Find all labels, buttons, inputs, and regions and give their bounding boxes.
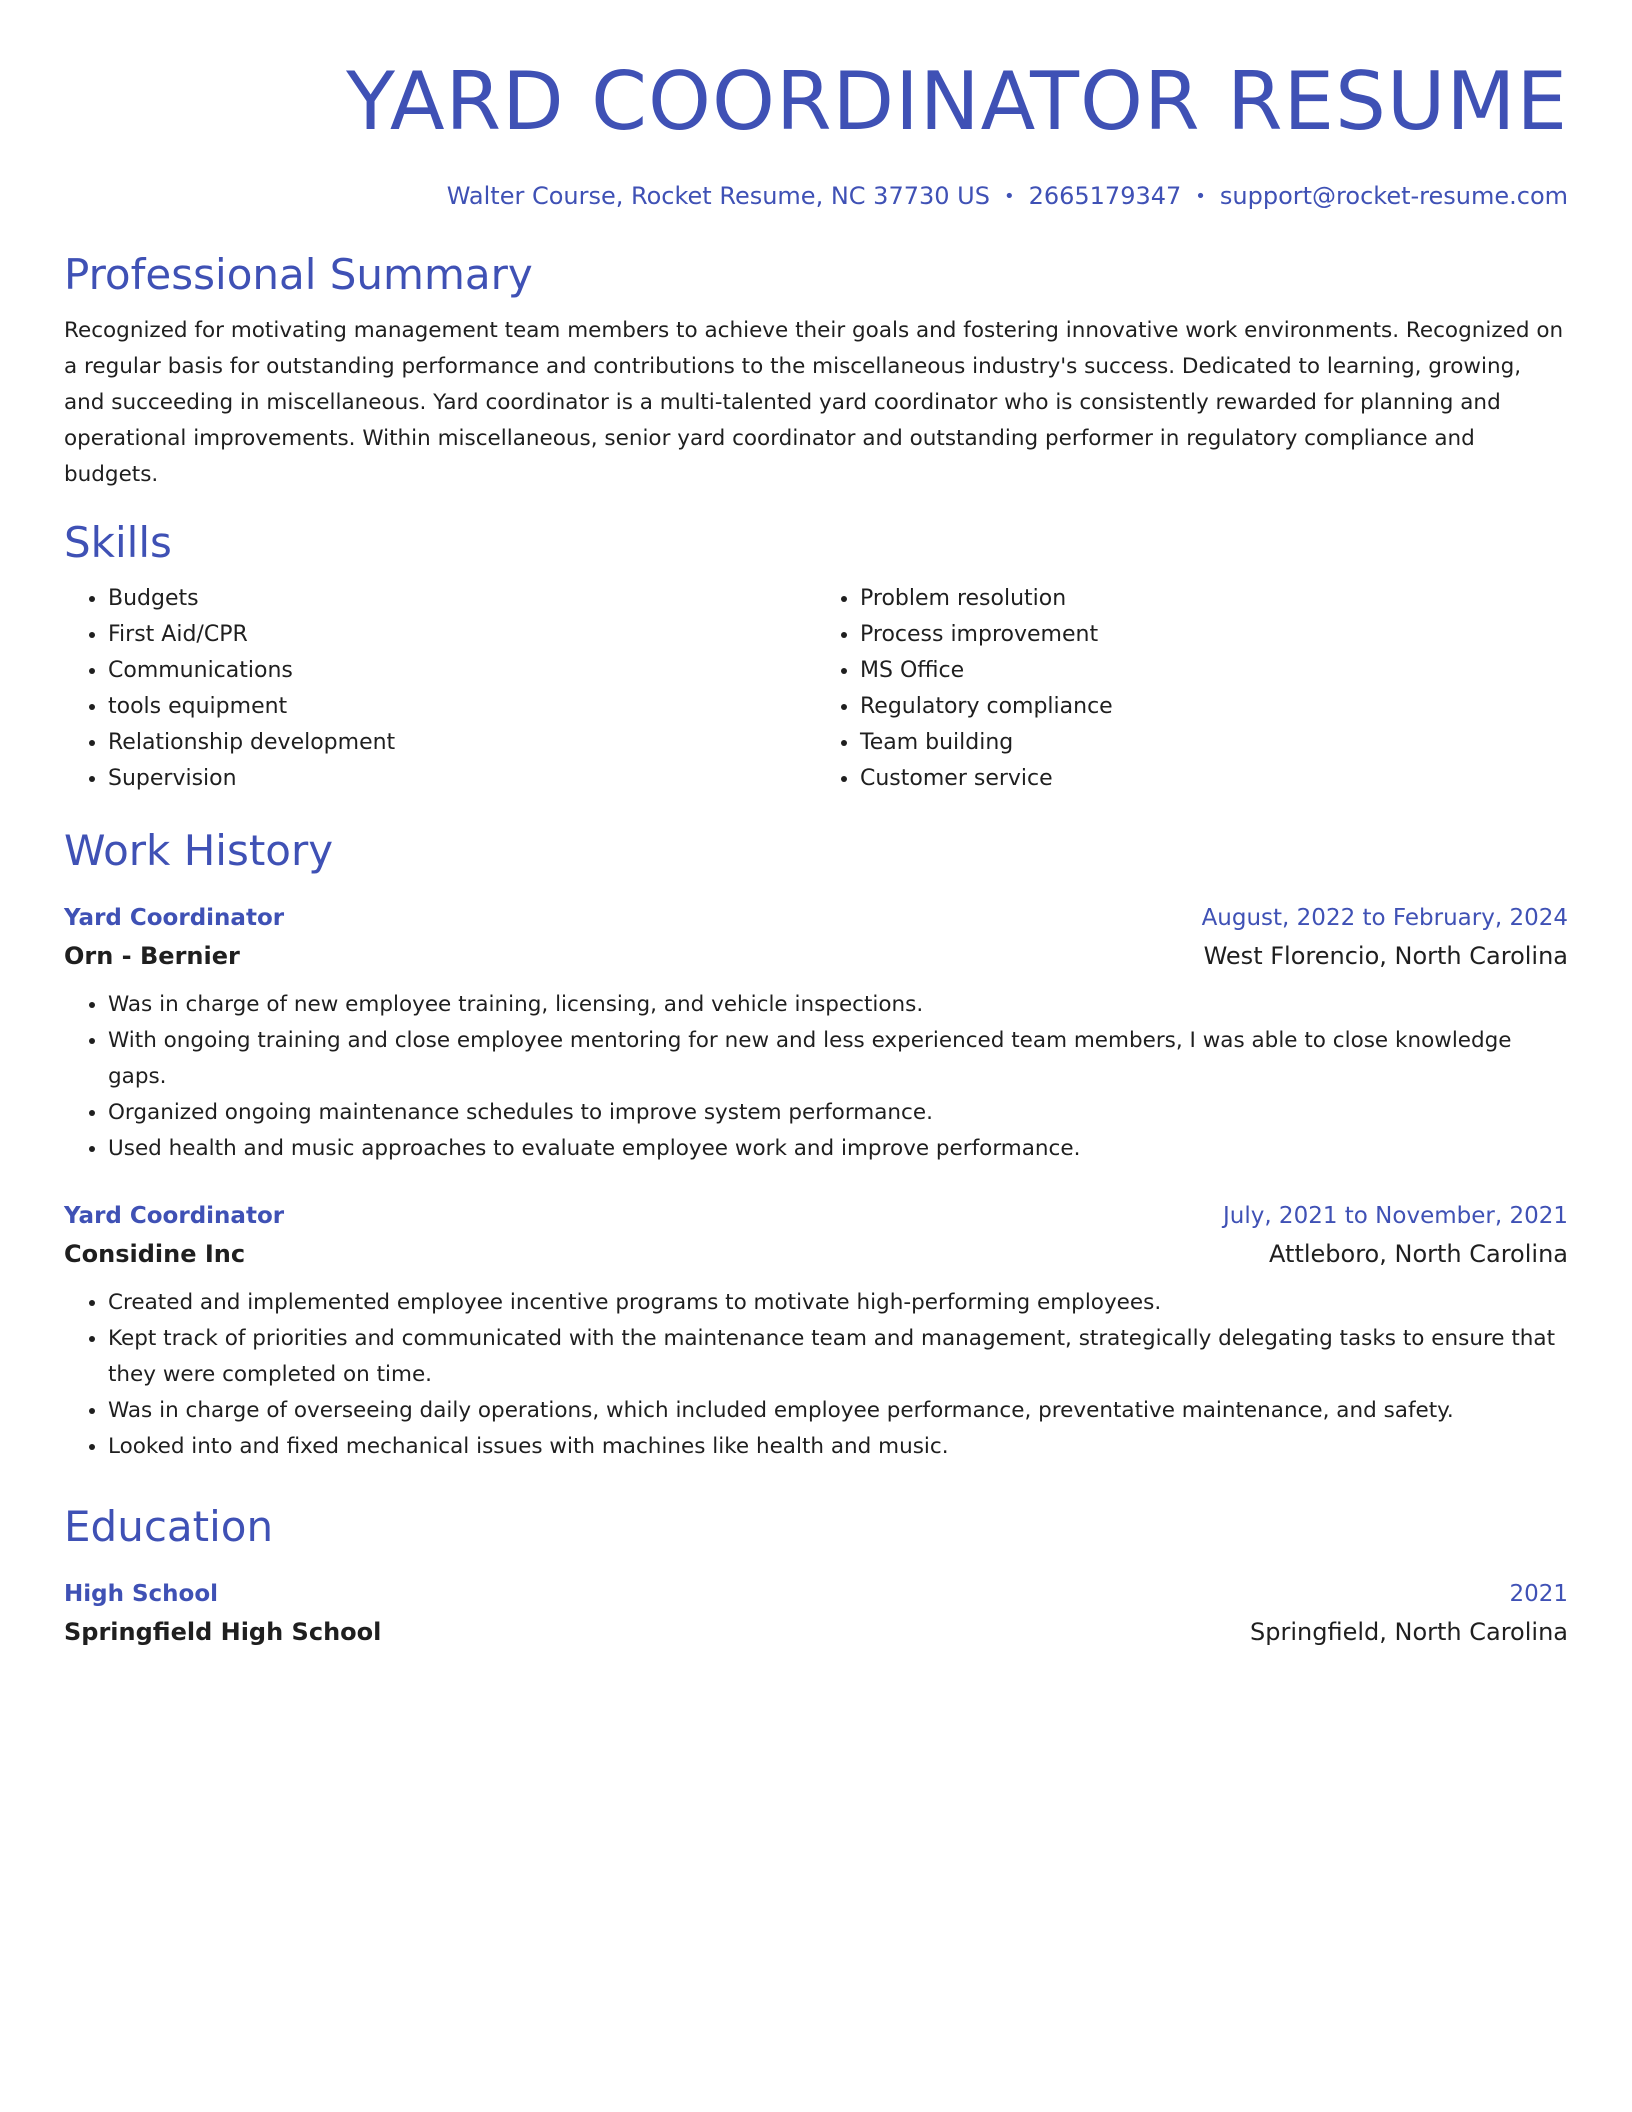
job-company: Orn - Bernier [64,942,240,970]
job-bullet: • With ongoing training and close employee mentoring for new and less experienced team members, I was able to close knowledge gaps. [108,1023,1568,1095]
job-company: Considine Inc [64,1240,246,1268]
contact-line [64,180,1568,213]
job-title: Yard Coordinator [64,1203,285,1229]
job-bullet: • Looked into and fixed mechanical issues with machines like health and music. [108,1429,1568,1465]
contact-email: support@rocket-resume.com [1219,182,1568,210]
skills-list-right [816,581,1568,797]
job-title-row [64,1197,1568,1235]
job-bullets [64,987,1568,1167]
skill-item: • First Aid/CPR [108,617,816,653]
skill-item: • Team building [860,725,1568,761]
job-bullet: • Created and implemented employee incentive programs to motivate high-performing employees. [108,1285,1568,1321]
education-entry [64,1575,1568,1651]
job-bullet: • Kept track of priorities and communicated with the maintenance team and management, strategically delegating tasks to ensure that they were completed on time. [108,1321,1568,1393]
education-school: Springfield High School [64,1618,382,1646]
skill-item: • Budgets [108,581,816,617]
skill-item: • Relationship development [108,725,816,761]
job-location: West Florencio, North Carolina [1203,942,1568,970]
contact-separator: • [1003,186,1015,207]
job-dates: July, 2021 to November, 2021 [1222,1203,1568,1229]
education-heading: Education [64,1502,274,1551]
skill-item: • Customer service [860,761,1568,797]
job-title-row [64,899,1568,937]
summary-heading: Professional Summary [64,250,533,299]
job-entry [64,899,1568,1167]
skill-item: • Problem resolution [860,581,1568,617]
contact-address: Walter Course, Rocket Resume, NC 37730 US [446,182,990,210]
contact-phone: 2665179347 [1028,182,1182,210]
job-bullet: • Was in charge of overseeing daily operations, which included employee performance, preventative maintenance, and safety. [108,1393,1568,1429]
education-year: 2021 [1509,1581,1568,1607]
skill-item: • Supervision [108,761,816,797]
summary-text: Recognized for motivating management team members to achieve their goals and fostering innovative work environments. Recognized on a regular basis for outstanding performance and contributions to the miscellaneous industry's success. Dedicated to learning, growing, and succeeding in miscellaneous. Yard coordinator is a multi-talented yard coordinator who is consistently rewarded for planning and operational improvements. Within miscellaneous, senior yard coordinator and outstanding performer in regulatory compliance and budgets. [64,318,1564,487]
job-title: Yard Coordinator [64,905,285,931]
job-company-row [64,1235,1568,1273]
job-bullet: • Organized ongoing maintenance schedules to improve system performance. [108,1095,1568,1131]
skill-item: • MS Office [860,653,1568,689]
skills-grid [64,581,1568,797]
skills-heading: Skills [64,518,172,567]
job-bullet: • Used health and music approaches to evaluate employee work and improve performance. [108,1131,1568,1167]
skill-item: • Process improvement [860,617,1568,653]
contact-separator: • [1195,186,1206,207]
resume-title: YARD COORDINATOR RESUME [346,55,1568,148]
job-company-row [64,937,1568,975]
education-school-row [64,1613,1568,1651]
job-dates: August, 2022 to February, 2024 [1201,905,1568,931]
education-degree-row [64,1575,1568,1613]
work-history-heading: Work History [64,826,334,875]
skill-item: • Communications [108,653,816,689]
job-bullets [64,1285,1568,1465]
job-location: Attleboro, North Carolina [1269,1240,1568,1268]
skill-item: • tools equipment [108,689,816,725]
skill-item: • Regulatory compliance [860,689,1568,725]
education-degree: High School [64,1581,219,1607]
education-location: Springfield, North Carolina [1250,1618,1568,1646]
job-bullet: • Was in charge of new employee training, licensing, and vehicle inspections. [108,987,1568,1023]
job-entry [64,1197,1568,1465]
skills-list-left [64,581,816,797]
